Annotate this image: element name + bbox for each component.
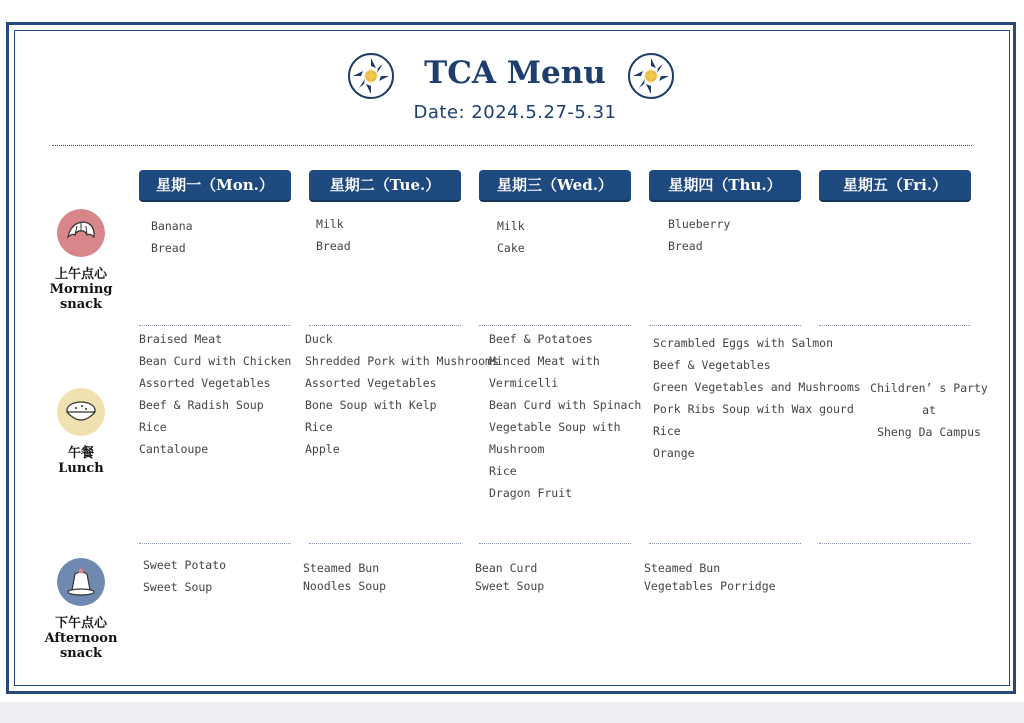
afternoon-zh: 下午点心 xyxy=(54,616,107,631)
day-header-fri: 星期五（Fri.） xyxy=(819,170,971,200)
menu-item: Assorted Vegetables xyxy=(139,376,271,390)
menu-item: Vegetables Porridge xyxy=(644,579,776,593)
logo-icon xyxy=(347,52,395,100)
lunch-en: Lunch xyxy=(58,461,104,476)
menu-cell-lunch-tue xyxy=(305,328,499,460)
menu-item: Rice xyxy=(139,420,167,434)
menu-item: Beef & Potatoes xyxy=(489,332,593,346)
menu-item: Braised Meat xyxy=(139,332,223,346)
menu-item: Beef & Radish Soup xyxy=(139,398,264,412)
menu-item: Rice xyxy=(653,424,681,438)
day-header-mon: 星期一（Mon.） xyxy=(139,170,291,200)
bottom-band xyxy=(0,702,1024,723)
day-header-thu: 星期四（Thu.） xyxy=(649,170,801,200)
menu-item: Sweet Soup xyxy=(143,580,213,594)
menu-item: Rice xyxy=(305,420,333,434)
menu-cell-lunch-thu xyxy=(653,332,861,464)
menu-item: Green Vegetables and Mushrooms xyxy=(653,380,861,394)
morning-zh: 上午点心 xyxy=(54,267,107,282)
lunch-zh: 午餐 xyxy=(67,446,94,461)
row-separator xyxy=(309,325,461,326)
menu-item: Shredded Pork with Mushrooms xyxy=(305,354,499,368)
menu-cell-afternoon-thu xyxy=(644,559,776,595)
menu-cell-afternoon-mon xyxy=(143,554,226,598)
row-separator xyxy=(479,325,631,326)
menu-item: Mushroom xyxy=(489,442,545,456)
menu-item: Bone Soup with Kelp xyxy=(305,398,437,412)
pudding-icon xyxy=(57,558,105,606)
morning-snack-label xyxy=(42,267,120,312)
menu-cell-morning-thu xyxy=(668,213,730,257)
afternoon-en-1: Afternoon xyxy=(44,631,118,646)
row-separator xyxy=(139,543,291,544)
croissant-icon xyxy=(57,209,105,257)
afternoon-snack-label xyxy=(40,616,122,661)
menu-item: Cantaloupe xyxy=(139,442,209,456)
menu-item: Sweet Soup xyxy=(475,579,545,593)
row-separator xyxy=(479,543,631,544)
menu-item: Bean Curd xyxy=(475,561,538,575)
menu-item: Bean Curd with Chicken xyxy=(139,354,292,368)
menu-cell-morning-tue xyxy=(316,213,351,257)
afternoon-en-2: snack xyxy=(59,646,103,661)
menu-item: Bread xyxy=(668,239,703,253)
menu-cell-morning-mon xyxy=(151,215,193,259)
menu-item: Banana xyxy=(151,219,193,233)
menu-item: Scrambled Eggs with Salmon xyxy=(653,336,834,350)
menu-item: Steamed Bun xyxy=(644,561,721,575)
rice-bowl-icon xyxy=(57,388,105,436)
menu-cell-afternoon-tue xyxy=(303,559,386,595)
logo-icon xyxy=(627,52,675,100)
menu-cell-lunch-mon xyxy=(139,328,291,460)
menu-item: Beef & Vegetables xyxy=(653,358,771,372)
menu-cell-lunch-fri xyxy=(862,377,996,443)
menu-item: Dragon Fruit xyxy=(489,486,573,500)
menu-item: Bean Curd with Spinach xyxy=(489,398,642,412)
row-separator xyxy=(309,543,461,544)
menu-item: Pork Ribs Soup with Wax gourd xyxy=(653,402,854,416)
row-separator xyxy=(649,325,801,326)
menu-cell-morning-wed xyxy=(497,215,525,259)
menu-item: Duck xyxy=(305,332,333,346)
menu-item: Vermicelli xyxy=(489,376,559,390)
menu-item: Children’ s Party at xyxy=(870,381,988,417)
page-title: TCA Menu xyxy=(424,55,606,91)
menu-item: Blueberry xyxy=(668,217,731,231)
menu-item: Minced Meat with xyxy=(489,354,600,368)
menu-item: Orange xyxy=(653,446,695,460)
lunch-label xyxy=(42,446,120,476)
menu-item: Rice xyxy=(489,464,517,478)
row-separator xyxy=(819,543,971,544)
menu-item: Sheng Da Campus xyxy=(877,425,981,439)
menu-item: Bread xyxy=(151,241,186,255)
menu-cell-afternoon-wed xyxy=(475,559,544,595)
row-separator xyxy=(139,325,291,326)
morning-en-2: snack xyxy=(59,297,103,312)
row-separator xyxy=(649,543,801,544)
menu-item: Sweet Potato xyxy=(143,558,227,572)
day-header-wed: 星期三（Wed.） xyxy=(479,170,631,200)
menu-item: Milk xyxy=(316,217,344,231)
morning-en-1: Morning xyxy=(49,282,113,297)
menu-item: Assorted Vegetables xyxy=(305,376,437,390)
menu-item: Steamed Bun xyxy=(303,561,380,575)
menu-cell-lunch-wed xyxy=(489,328,641,504)
menu-item: Noodles Soup xyxy=(303,579,387,593)
menu-item: Cake xyxy=(497,241,525,255)
date-range: Date: 2024.5.27-5.31 xyxy=(413,102,617,123)
header-divider xyxy=(52,145,972,146)
menu-item: Apple xyxy=(305,442,340,456)
menu-item: Bread xyxy=(316,239,351,253)
day-header-tue: 星期二（Tue.） xyxy=(309,170,461,200)
row-separator xyxy=(819,325,971,326)
menu-item: Milk xyxy=(497,219,525,233)
menu-item: Vegetable Soup with xyxy=(489,420,621,434)
